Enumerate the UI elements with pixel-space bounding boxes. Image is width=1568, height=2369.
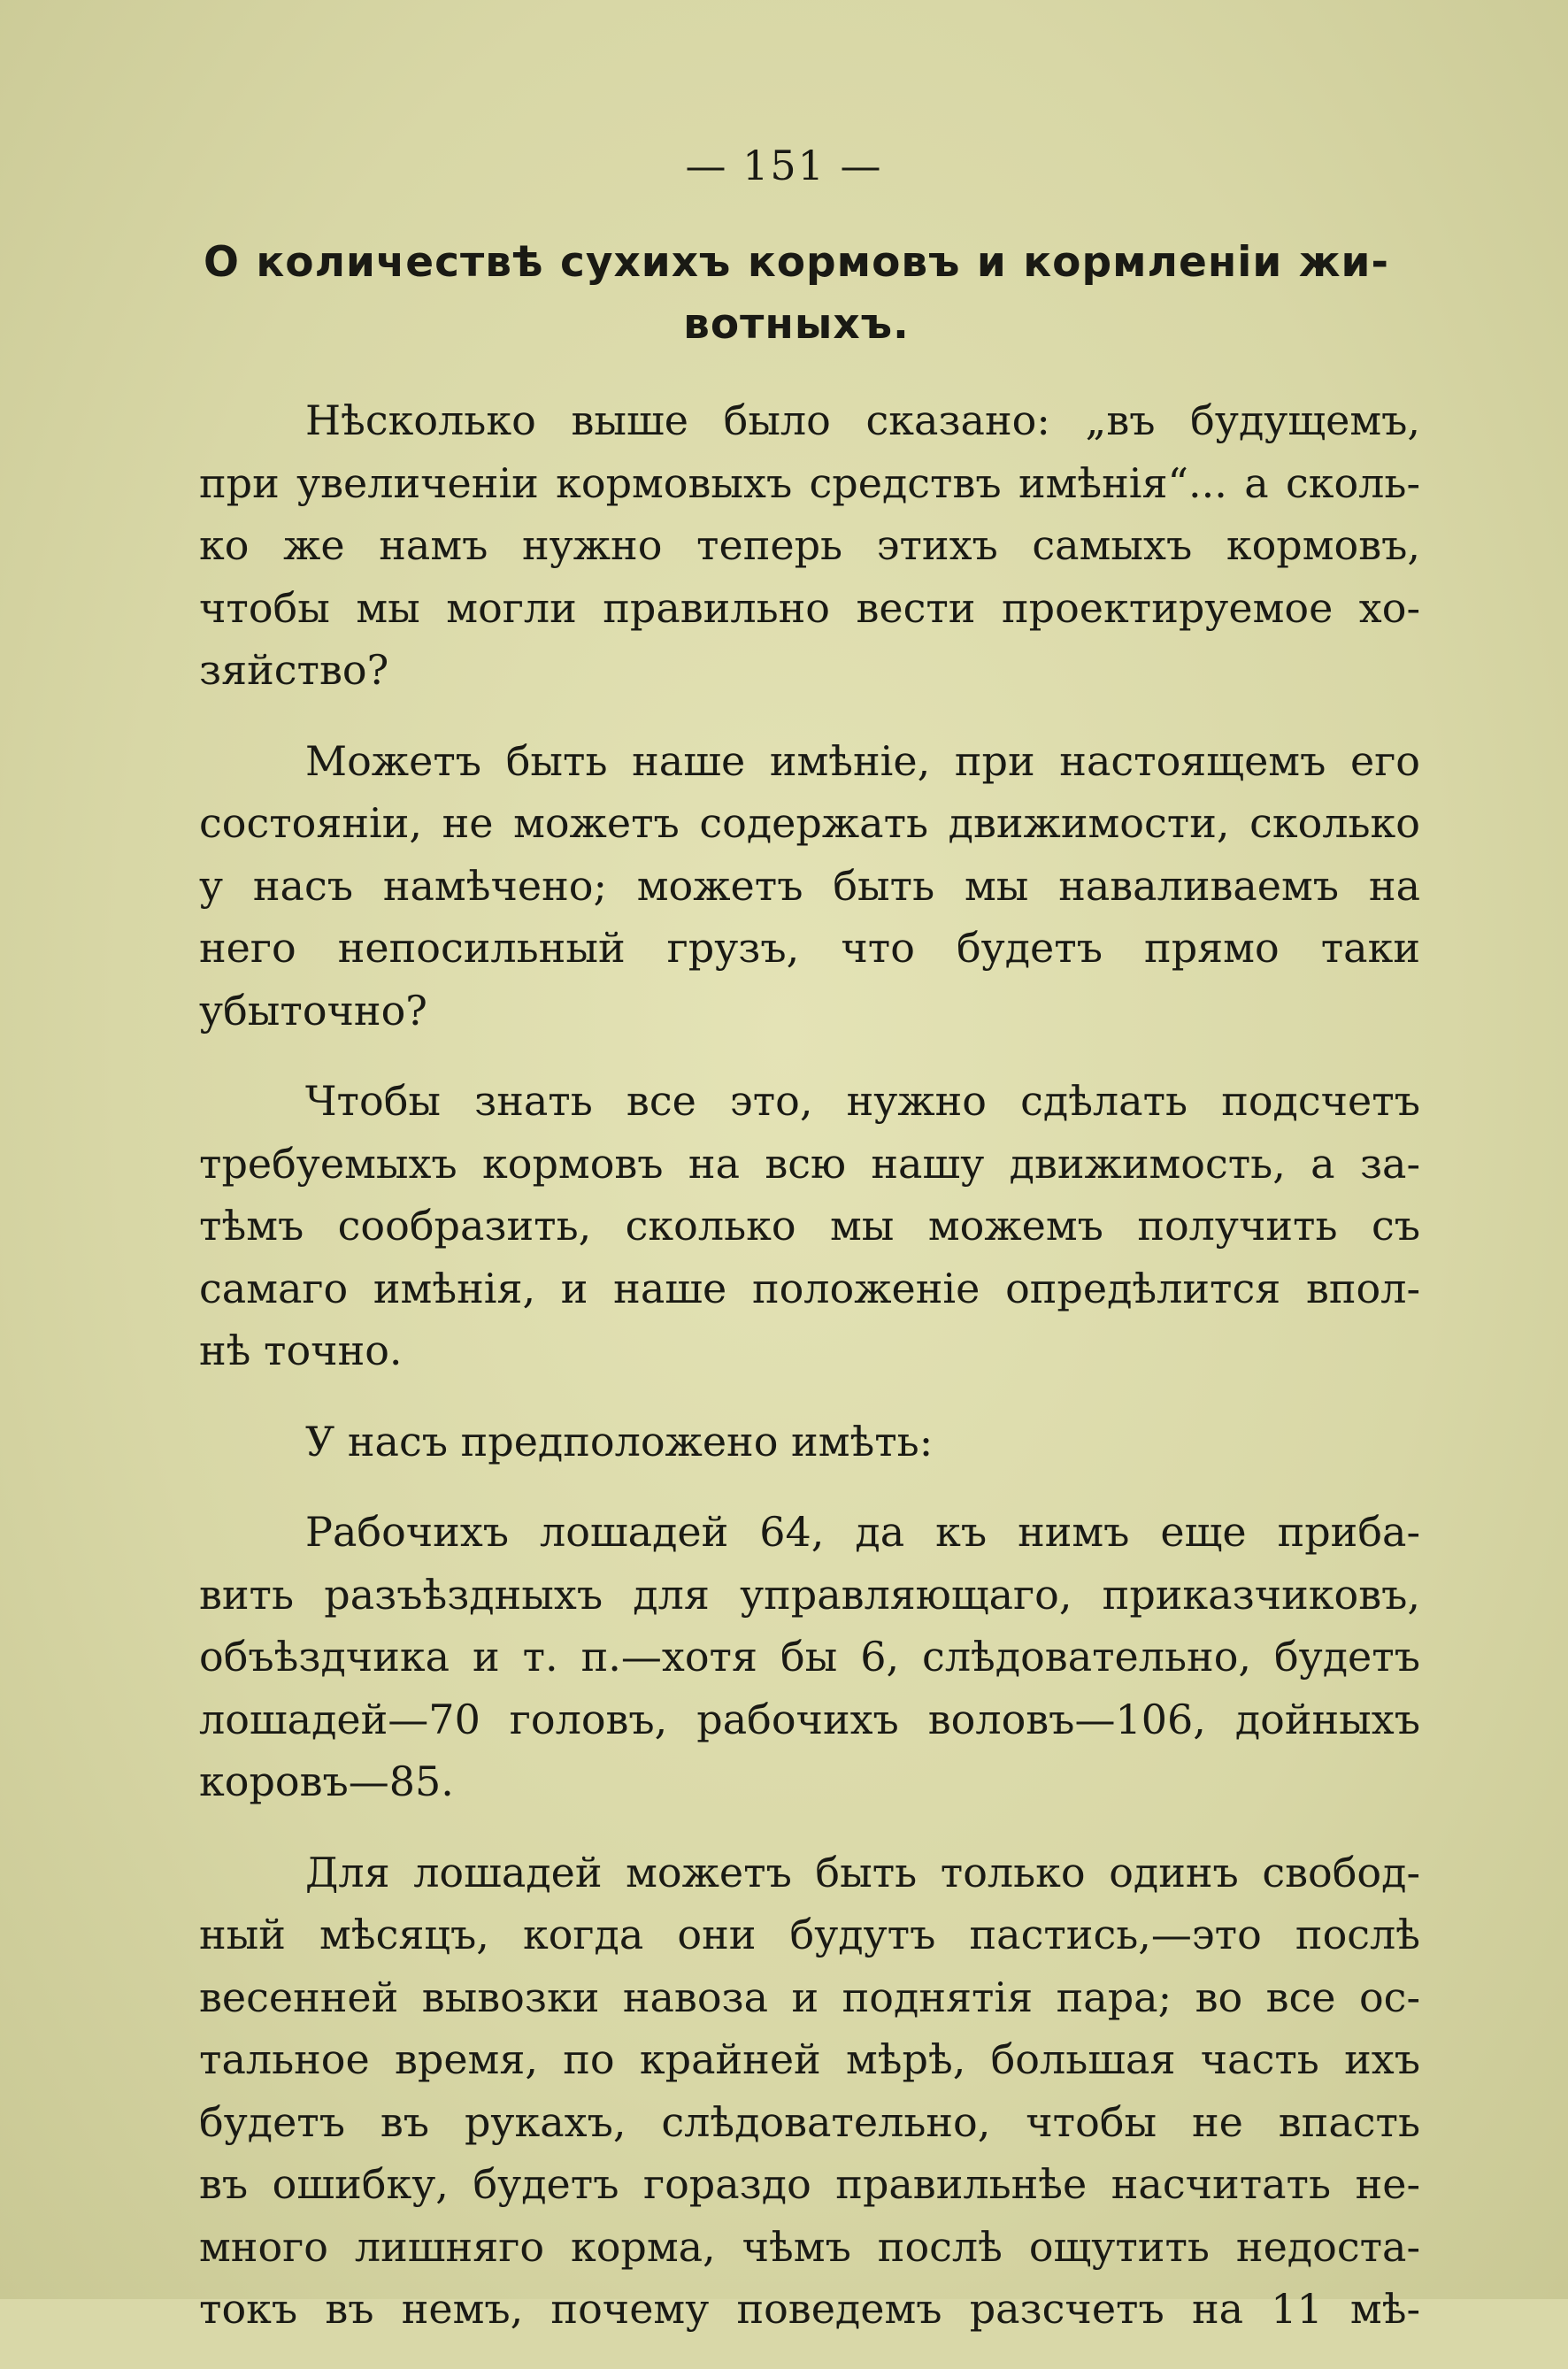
text-line: зяйство? [199, 646, 389, 694]
text-line: состоянiи, не можетъ содержать движимости, сколько [199, 799, 1420, 847]
text-line: весенней вывозки навоза и поднятiя пара; во все ос- [199, 1973, 1420, 2021]
paragraph [199, 1501, 1420, 1813]
paragraph [199, 730, 1420, 1042]
text-line: У насъ предположено имѣть: [305, 1417, 934, 1465]
text-line: убыточно? [199, 986, 427, 1035]
text-line: токъ въ немъ, почему поведемъ разсчетъ на 11 мѣ- [199, 2285, 1420, 2333]
text-line: требуемыхъ кормовъ на всю нашу движимость, а за- [199, 1139, 1420, 1188]
text-line: ный мѣсяцъ, когда они будутъ пастись,—это послѣ [199, 1911, 1420, 1958]
paragraph [199, 1842, 1420, 2341]
paragraph [199, 1070, 1420, 1382]
text-line: нѣ точно. [199, 1327, 403, 1374]
text-line: Нѣсколько выше было сказано: „въ будущемъ, [305, 396, 1420, 444]
text-line: тѣмъ сообразить, сколько мы можемъ получить съ [199, 1202, 1420, 1250]
text-line: будетъ въ рукахъ, слѣдовательно, чтобы не впасть [199, 2097, 1420, 2146]
text-line: него непосильный грузъ, что будетъ прямо таки [199, 924, 1420, 972]
text-line: Можетъ быть наше имѣнiе, при настоящемъ его [305, 736, 1420, 785]
body-text [199, 389, 1420, 2369]
paragraph [199, 1411, 1420, 1473]
text-line: Рабочихъ лошадей 64, да къ нимъ еще приба- [305, 1508, 1420, 1556]
text-line: чтобы мы могли правильно вести проектируемое хо- [199, 583, 1420, 632]
text-line: объѣздчика и т. п.—хотя бы 6, слѣдовательно, будетъ [199, 1633, 1420, 1681]
text-line: у насъ намѣчено; можетъ быть мы наваливаемъ на [199, 861, 1420, 910]
paragraph [199, 389, 1420, 702]
text-line: тальное время, по крайней мѣрѣ, большая часть ихъ [199, 2035, 1420, 2083]
text-line: Для лошадей можетъ быть только одинъ свобод- [305, 1848, 1420, 1896]
heading-line: О количествѣ сухихъ кормовъ и кормленiи жи- [204, 238, 1389, 287]
text-line: самаго имѣнiя, и наше положенiе опредѣлится впол- [199, 1264, 1420, 1312]
text-line: вить разъѣздныхъ для управляющаго, приказчиковъ, [199, 1570, 1420, 1619]
section-heading [204, 232, 1389, 356]
text-line: лошадей—70 головъ, рабочихъ воловъ—106, дойныхъ [199, 1695, 1420, 1743]
text-line: Чтобы знать все это, нужно сдѣлать подсчетъ [305, 1077, 1420, 1125]
page-number: — 151 — [685, 142, 883, 189]
text-line: въ ошибку, будетъ гораздо правильнѣе насчитать не- [199, 2160, 1420, 2208]
text-line: ко же намъ нужно теперь этихъ самыхъ кормовъ, [199, 521, 1420, 569]
heading-line: вотныхъ. [683, 300, 910, 349]
text-line: коровъ—85. [199, 1758, 454, 1805]
text-line: при увеличенiи кормовыхъ средствъ имѣнiя“... а сколь- [199, 458, 1420, 507]
text-line: много лишняго корма, чѣмъ послѣ ощутить недоста- [199, 2222, 1420, 2271]
